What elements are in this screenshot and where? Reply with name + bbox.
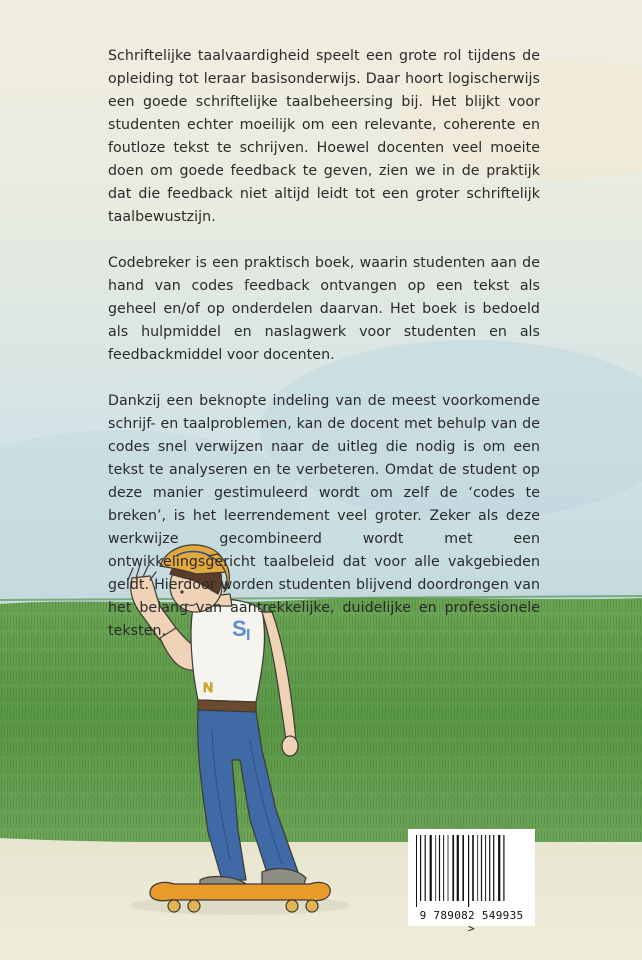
barcode-bar	[489, 835, 490, 901]
paragraph-1: Schriftelijke taalvaardigheid speelt een grote rol tijdens de opleiding tot leraar basisonderwijs. Daar hoort logischerwijs een goede schriftelijke taalbeheersing bij. Het blijkt voor studenten echter moeilijk om een relevante, coherente en foutloze tekst te schrijven. Hoewel docenten veel moeite doen om goede feedback te geven, zien we in de praktijk dat die feedback niet altijd leidt tot een groter schriftelijk taalbewustzijn.	[108, 48, 540, 225]
barcode-bar	[472, 835, 474, 901]
barcode-bar	[485, 835, 486, 901]
barcode-bar	[468, 835, 469, 907]
barcode-bar	[425, 835, 426, 901]
barcode-bar	[448, 835, 449, 901]
barcode-bar	[452, 835, 454, 901]
barcode-bar	[420, 835, 421, 901]
barcode-bar	[503, 835, 504, 901]
svg-text:I: I	[246, 627, 251, 644]
barcode-bar	[430, 835, 432, 901]
barcode-number: 9 789082 549935 >	[419, 909, 524, 935]
barcode-bar	[481, 835, 482, 901]
paragraph-3: Dankzij een beknopte indeling van de meest voorkomende schrijf- en taalproblemen, kan de docent met behulp van de codes snel verwijzen naar de uitleg die nodig is om een tekst te analyseren en te verbeteren. Omdat de student op deze manier gestimuleerd wordt om zelf de ‘codes te breken’, is het leerrendement veel groter. Zeker als deze werkwijze gecombineerd wordt met een ontwikkelingsgericht taalbeleid dat voor alle vakgebieden geldt. Hierdoor worden studenten blijvend doordrongen van het belang van aantrekkelijke, duidelijke en professionele teksten.	[108, 393, 540, 639]
paragraph-2: Codebreker is een praktisch boek, waarin studenten aan de hand van codes feedback ontvangen op een tekst als geheel en/of op onderdelen daarvan. Het boek is bedoeld als hulpmiddel en naslagwerk voor studenten en als feedbackmiddel voor docenten.	[108, 255, 540, 363]
barcode-bar	[457, 835, 459, 901]
barcode-bar	[493, 835, 494, 901]
barcode-bar	[443, 835, 444, 901]
barcode-bar	[439, 835, 440, 901]
barcode-bar	[498, 835, 500, 901]
barcode-bar	[416, 835, 417, 907]
barcode-bar	[477, 835, 478, 901]
isbn-barcode	[408, 829, 535, 935]
barcode-bar	[462, 835, 464, 901]
back-cover-text	[108, 45, 540, 666]
svg-text:S: S	[232, 616, 247, 641]
svg-text:N: N	[203, 679, 214, 695]
skateboard	[150, 882, 330, 900]
barcode-bar	[435, 835, 436, 901]
barcode-bars	[414, 835, 529, 907]
